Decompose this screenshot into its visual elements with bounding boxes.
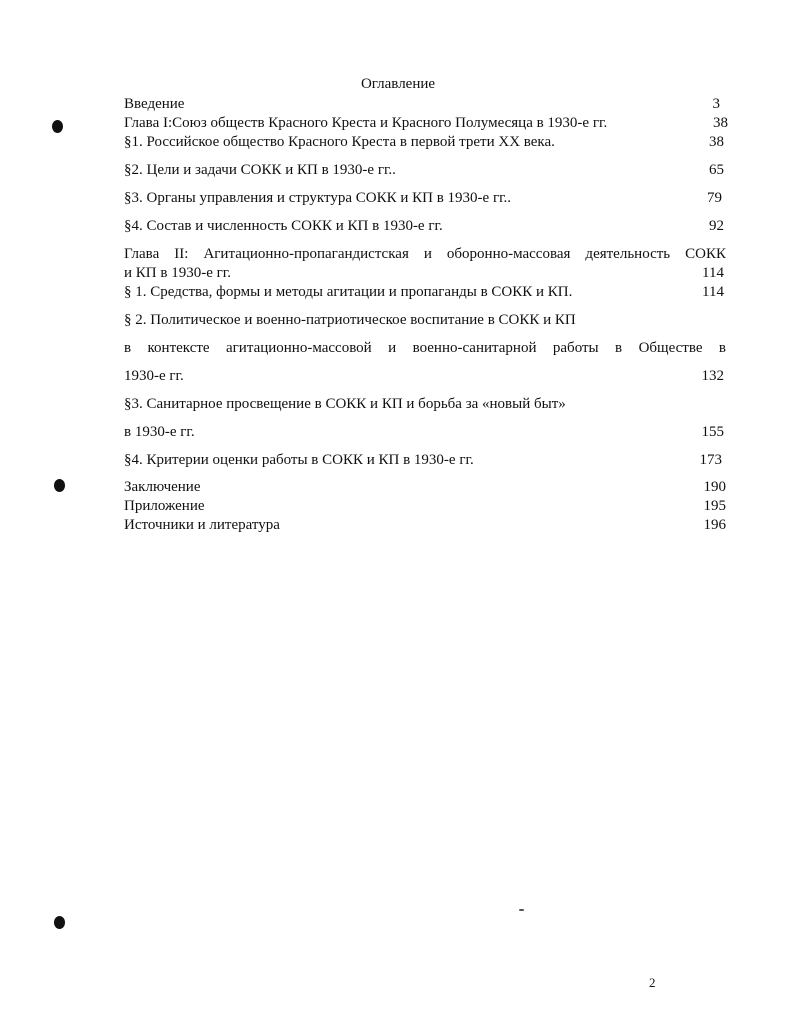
toc-entry-page: 114 xyxy=(702,265,724,281)
toc-entry xyxy=(124,451,726,470)
toc-entry-text: и КП в 1930-е гг. xyxy=(124,265,231,281)
toc-entry xyxy=(124,367,726,386)
toc-entry-text: §3. Санитарное просвещение в СОКК и КП и борьба за «новый быт» xyxy=(124,396,566,412)
toc-entry-text: Приложение xyxy=(124,498,205,514)
toc-entry-page: 38 xyxy=(709,134,724,150)
punch-hole-mark xyxy=(54,479,65,492)
punch-hole-mark xyxy=(54,916,65,929)
toc-entry-text: §3. Органы управления и структура СОКК и КП в 1930-е гг.. xyxy=(124,190,512,206)
toc-entry-text: §2. Цели и задачи СОКК и КП в 1930-е гг.. xyxy=(124,162,396,178)
toc-title: Оглавление xyxy=(360,76,436,92)
toc-entry-page: 3 xyxy=(712,96,720,112)
toc-entry xyxy=(124,311,726,330)
toc-entry-page: 92 xyxy=(709,218,724,234)
toc-entry-page: 155 xyxy=(701,424,724,440)
toc-entry-page: 196 xyxy=(703,517,726,533)
toc-entry-page: 79 xyxy=(707,190,722,206)
toc-entry-page: 38 xyxy=(713,115,728,131)
page-number: 2 xyxy=(649,975,656,990)
toc-entry-text: §1. Российское общество Красного Креста в первой трети XX века. xyxy=(124,134,555,150)
toc-entry xyxy=(124,283,726,302)
toc-entry xyxy=(124,161,726,180)
toc-entry-page: 132 xyxy=(701,368,724,384)
punch-hole-mark xyxy=(52,120,63,133)
toc-entry xyxy=(124,189,726,208)
toc-entry-page: 190 xyxy=(703,479,726,495)
toc-entry xyxy=(124,264,726,283)
toc-entry xyxy=(124,217,726,236)
toc-entry-text: Заключение xyxy=(124,479,201,495)
scan-speck xyxy=(519,909,524,911)
toc-entry xyxy=(124,497,726,516)
toc-entry-text: в 1930-е гг. xyxy=(124,424,195,440)
toc-entry-text: § 1. Средства, формы и методы агитации и пропаганды в СОКК и КП. xyxy=(124,284,573,300)
toc-entry xyxy=(124,516,726,535)
toc-entry xyxy=(124,95,726,114)
toc-entry xyxy=(124,133,726,152)
toc-entry-page: 173 xyxy=(699,452,722,468)
toc-entry xyxy=(124,339,726,358)
toc-entry-text: 1930-е гг. xyxy=(124,368,184,384)
toc-entry-text: в контексте агитационно-массовой и военно-санитарной работы в Обществе в xyxy=(124,340,726,356)
toc-entry-text: Глава II: Агитационно-пропагандистская и оборонно-массовая деятельность СОКК xyxy=(124,246,726,262)
toc-entry xyxy=(124,423,726,442)
toc-entry-text: Источники и литература xyxy=(124,517,280,533)
toc-entry-text: Глава I:Союз обществ Красного Креста и Красного Полумесяца в 1930-е гг. xyxy=(124,115,608,131)
toc-entry-page: 195 xyxy=(703,498,726,514)
toc-entry xyxy=(124,478,726,497)
toc-entry xyxy=(124,114,726,133)
toc-entry-text: § 2. Политическое и военно-патриотическое воспитание в СОКК и КП xyxy=(124,312,576,328)
toc-entry-text: Введение xyxy=(124,96,185,112)
toc-entry-page: 114 xyxy=(702,284,724,300)
toc-entry-page: 65 xyxy=(709,162,724,178)
toc-entry-text: §4. Критерии оценки работы в СОКК и КП в 1930-е гг. xyxy=(124,452,474,468)
toc-entry-text: §4. Состав и численность СОКК и КП в 1930-е гг. xyxy=(124,218,443,234)
toc-entry xyxy=(124,245,726,264)
toc-entry xyxy=(124,395,726,414)
